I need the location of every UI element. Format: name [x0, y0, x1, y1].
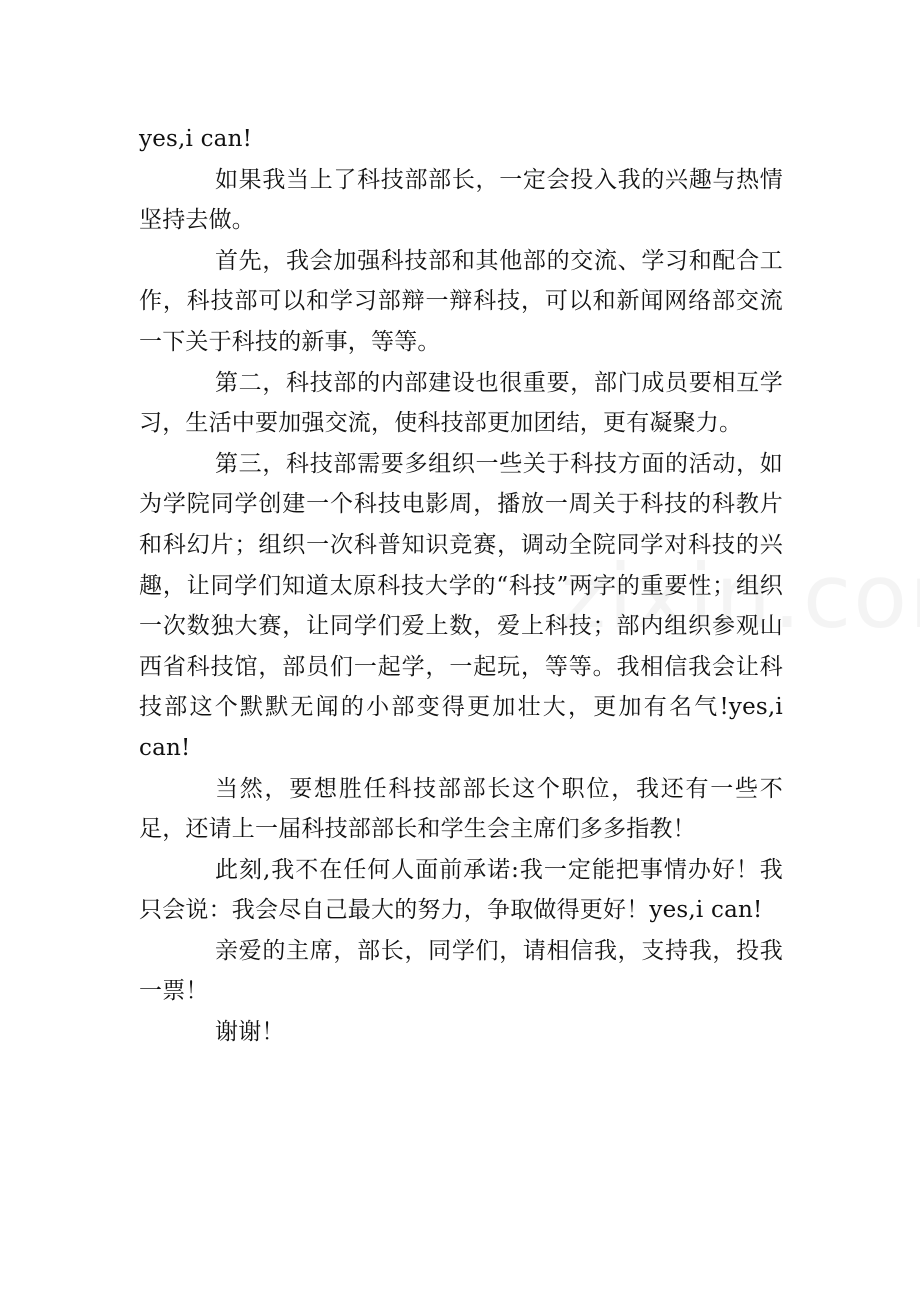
paragraph-shortcoming: 当然，要想胜任科技部部长这个职位，我还有一些不足，还请上一届科技部部长和学生会主席们多多指教！	[139, 775, 783, 843]
paragraph-appeal: 亲爱的主席，部长，同学们，请相信我，支持我，投我一票！	[139, 937, 783, 1005]
paragraph-promise: 此刻,我不在任何人面前承诺:我一定能把事情办好！我只会说：我会尽自己最大的努力，争取做得更好！yes,i can!	[139, 856, 783, 924]
paragraph-second: 第二，科技部的内部建设也很重要，部门成员要相互学习，生活中要加强交流，使科技部更加团结，更有凝聚力。	[139, 369, 783, 437]
document-body	[139, 119, 783, 1053]
paragraph-intro: 如果我当上了科技部部长，一定会投入我的兴趣与热情坚持去做。	[139, 166, 783, 234]
paragraph-thanks: 谢谢！	[215, 1019, 285, 1046]
paragraph-continuation: yes,i can!	[139, 126, 253, 152]
paragraph-third: 第三，科技部需要多组织一些关于科技方面的活动，如为学院同学创建一个科技电影周，播放一周关于科技的科教片和科幻片；组织一次科普知识竞赛，调动全院同学对科技的兴趣，让同学们知道太原科技大学的“科技”两字的重要性；组织一次数独大赛，让同学们爱上数，爱上科技；部内组织参观山西省科技馆，部员们一起学，一起玩，等等。我相信我会让科技部这个默默无闻的小部变得更加壮大，更加有名气!yes,i can!	[139, 450, 783, 761]
paragraph-first: 首先，我会加强科技部和其他部的交流、学习和配合工作，科技部可以和学习部辩一辩科技，可以和新闻网络部交流一下关于科技的新事，等等。	[139, 247, 783, 355]
